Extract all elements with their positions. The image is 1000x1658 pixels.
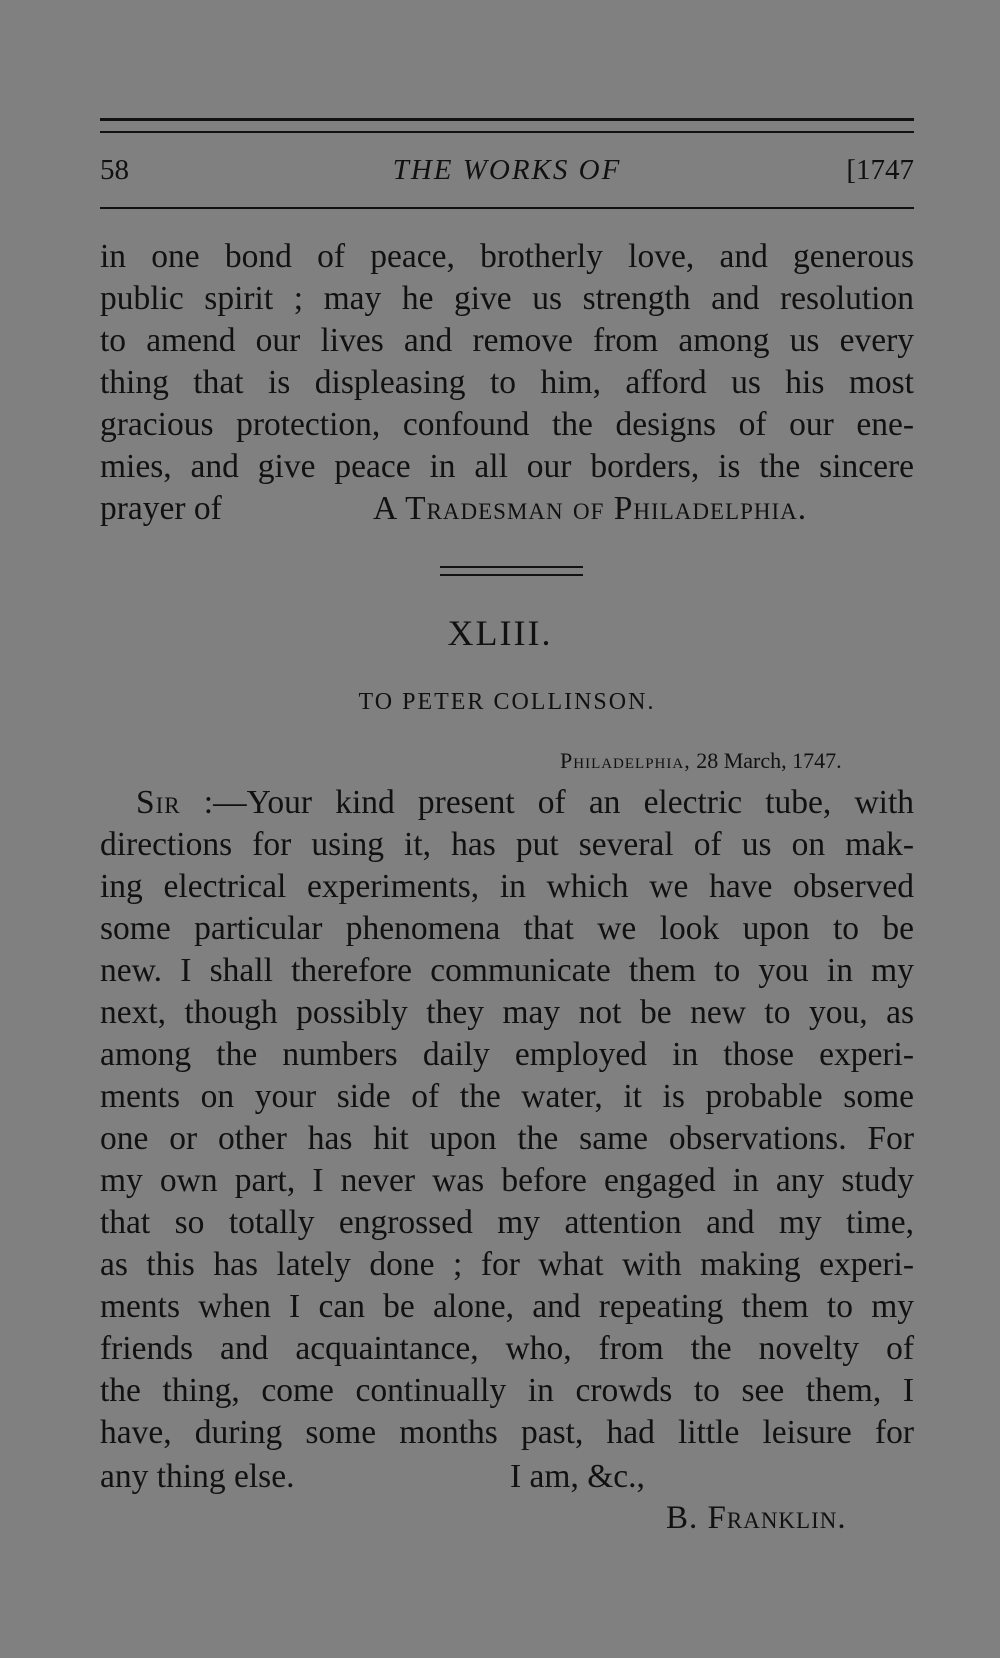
text-line: prayer of <box>100 490 222 527</box>
text-line: in one bond of peace, brotherly love, and generous <box>100 238 914 275</box>
previous-letter-text <box>100 236 914 488</box>
text-line: my own part, I never was before engaged in any study <box>100 1162 914 1199</box>
letter-last-line: any thing else. <box>100 1458 295 1495</box>
running-title: THE WORKS OF <box>392 154 622 186</box>
salutation: Sir <box>136 784 181 821</box>
text-line: mies, and give peace in all our borders, is the sincere <box>100 448 914 485</box>
text-line: ing electrical experiments, in which we have observed <box>100 868 914 905</box>
previous-letter-signature: A Tradesman of Philadelphia. <box>373 490 808 527</box>
text-line <box>100 782 914 824</box>
previous-letter-last-line <box>100 490 222 528</box>
text-line: gracious protection, confound the designs of our ene- <box>100 406 914 443</box>
header-bottom-rule <box>100 207 914 209</box>
text-line: ments when I can be alone, and repeating them to my <box>100 1288 914 1325</box>
section-divider-thin <box>440 574 583 576</box>
header-year: [1747 <box>846 154 914 186</box>
text-line: among the numbers daily employed in those experi- <box>100 1036 914 1073</box>
letter-signature: B. Franklin. <box>666 1500 847 1536</box>
text-line: have, during some months past, had little leisure for <box>100 1414 914 1451</box>
letter-number: XLIII. <box>447 613 553 653</box>
dateline-date: 28 March, 1747. <box>696 748 842 773</box>
letter-dateline <box>560 748 842 774</box>
text-line: next, though possibly they may not be new to you, as <box>100 994 914 1031</box>
text-line: new. I shall therefore communicate them to you in my <box>100 952 914 989</box>
text-line: that so totally engrossed my attention and my time, <box>100 1204 914 1241</box>
letter-closing: I am, &c., <box>510 1458 645 1495</box>
running-header <box>100 150 914 194</box>
text-line: friends and acquaintance, who, from the novelty of <box>100 1330 914 1367</box>
text-line: public spirit ; may he give us strength and resolution <box>100 280 914 317</box>
text-line: directions for using it, has put several of us on mak- <box>100 826 914 863</box>
letter-body <box>100 782 914 1454</box>
text-line: one or other has hit upon the same observations. For <box>100 1120 914 1157</box>
page-number: 58 <box>100 154 129 186</box>
first-line-rest: :—Your kind present of an electric tube, with <box>203 784 914 821</box>
text-line: as this has lately done ; for what with making experi- <box>100 1246 914 1283</box>
text-line: to amend our lives and remove from among us every <box>100 322 914 359</box>
letter-recipient: TO PETER COLLINSON. <box>358 689 656 715</box>
text-line: the thing, come continually in crowds to see them, I <box>100 1372 914 1409</box>
text-line: ments on your side of the water, it is probable some <box>100 1078 914 1115</box>
text-line: some particular phenomena that we look upon to be <box>100 910 914 947</box>
text-line: thing that is displeasing to him, afford us his most <box>100 364 914 401</box>
dateline-place: Philadelphia, <box>560 748 691 773</box>
header-top-rule <box>100 118 914 121</box>
section-divider <box>440 566 583 568</box>
header-top-rule-thin <box>100 131 914 133</box>
